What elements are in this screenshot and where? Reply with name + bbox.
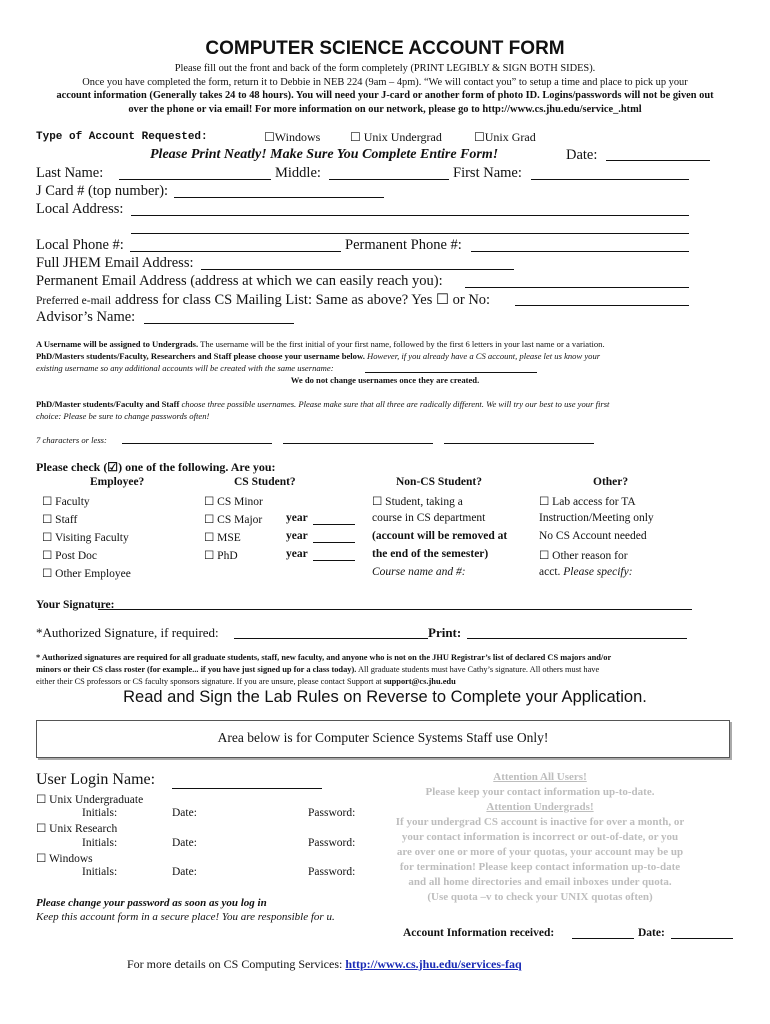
intro-line-2: Once you have completed the form, return it to Debbie in NEB 224 (9am – 4pm). “We will contact you” to setup a time and place to pick up your <box>82 76 688 88</box>
noncs-line-3: (account will be removed at <box>372 530 508 542</box>
your-signature-label: Your Signature: <box>36 599 115 611</box>
username-info-5-rest: choose three possible usernames. Please make sure that all three are radically different. We will try our best to use your first <box>181 399 610 409</box>
check-other-reason[interactable]: ☐ Other reason for <box>539 550 628 562</box>
first-name-field[interactable] <box>531 168 689 180</box>
account-type-label: Type of Account Requested: <box>36 131 208 143</box>
services-faq-link[interactable]: http://www.cs.jhu.edu/services-faq <box>345 957 522 971</box>
noncs-student-head: Non-CS Student? <box>396 476 482 488</box>
username-info-4: We do not change usernames once they are created. <box>290 375 480 385</box>
attention-block <box>370 770 710 905</box>
attention-line-6: are over one or more of your quotas, your account may be up <box>396 846 684 858</box>
local-phone-label: Local Phone #: <box>36 237 124 253</box>
username-info-5-bold: PhD/Master students/Faculty and Staff <box>36 399 180 409</box>
checkbox-windows[interactable]: ☐Windows <box>264 130 321 144</box>
staff-initials-3: Initials: <box>82 866 118 878</box>
account-received-date-field[interactable] <box>671 927 733 939</box>
advisor-field[interactable] <box>144 312 294 324</box>
signature-note-1: * Authorized signatures are required for all graduate students, staff, new faculty, and anyone who is not on the JHU Registrar’s list of declared CS majors and/or <box>36 653 612 662</box>
intro-line-1: Please fill out the front and back of the form completely (PRINT LEGIBLY & SIGN BOTH SIDES). <box>174 63 596 74</box>
checkbox-unix-undergrad[interactable]: ☐ Unix Undergrad <box>350 130 442 144</box>
intro-line-4: over the phone or via email! For more information on our network, please go to http://www.cs.jhu.edu/service_.html <box>128 103 642 115</box>
preferred-email-field[interactable] <box>515 294 689 306</box>
signature-note-2-bold: minors or their CS class roster (for example... if you have just signed up for a class today). <box>36 665 357 674</box>
attention-line-9: (Use quota –v to check your UNIX quotas often) <box>427 891 653 903</box>
check-post-doc[interactable]: ☐ Post Doc <box>42 550 98 562</box>
check-visiting-faculty[interactable]: ☐ Visiting Faculty <box>42 532 129 544</box>
staff-only-box <box>36 720 730 758</box>
preferred-email-rest: address for class CS Mailing List: Same as above? Yes ☐ or No: <box>115 292 491 308</box>
username-choice-2[interactable] <box>283 434 433 444</box>
check-cs-minor[interactable]: ☐ CS Minor <box>204 496 263 508</box>
staff-initials-2: Initials: <box>82 837 118 849</box>
other-line-2: Instruction/Meeting only <box>539 512 654 524</box>
staff-initials-1: Initials: <box>82 807 118 819</box>
jcard-label: J Card # (top number): <box>36 183 169 199</box>
account-received-field[interactable] <box>572 927 634 939</box>
username-info-1-bold: A Username will be assigned to Undergrads. <box>36 339 199 349</box>
year-label-major: year <box>286 512 308 524</box>
authorized-signature-label: *Authorized Signature, if required: <box>36 625 219 640</box>
username-info-2 <box>36 351 600 361</box>
date-label: Date: <box>566 147 598 163</box>
print-label: Print: <box>428 625 462 640</box>
middle-field[interactable] <box>329 168 449 180</box>
check-other-employee[interactable]: ☐ Other Employee <box>42 568 131 580</box>
footer <box>127 957 522 972</box>
staff-date-1: Date: <box>172 807 197 819</box>
print-neatly-notice: Please Print Neatly! Make Sure You Complete Entire Form! <box>150 147 499 162</box>
check-prompt: Please check (☑) one of the following. Are you: <box>36 460 276 474</box>
other-head: Other? <box>593 476 629 488</box>
last-name-field[interactable] <box>119 168 271 180</box>
attention-all-users: Attention All Users! <box>493 771 587 783</box>
authorized-signature-field[interactable] <box>234 627 428 639</box>
permanent-phone-field[interactable] <box>471 240 689 252</box>
staff-date-2: Date: <box>172 837 197 849</box>
other-line-3: No CS Account needed <box>539 530 647 542</box>
username-choice-3[interactable] <box>444 434 594 444</box>
check-faculty[interactable]: ☐ Faculty <box>42 496 90 508</box>
year-label-phd: year <box>286 548 308 560</box>
attention-undergrads: Attention Undergrads! <box>486 801 594 813</box>
jhem-email-field[interactable] <box>201 258 514 270</box>
lab-rules-heading: Read and Sign the Lab Rules on Reverse to Complete your Application. <box>123 688 647 706</box>
username-info-2-bold: PhD/Masters students/Faculty, Researchers and Staff please choose your username below. <box>36 351 365 361</box>
middle-label: Middle: <box>275 165 321 181</box>
preferred-email-small: Preferred e-mail <box>36 295 112 307</box>
signature-note-2 <box>36 665 599 674</box>
attention-line-7: for termination! Please keep contact information up-to-date <box>399 861 681 873</box>
staff-password-3: Password: <box>308 866 356 878</box>
check-cs-major[interactable]: ☐ CS Major <box>204 514 263 526</box>
print-field[interactable] <box>467 627 687 639</box>
signature-note-3 <box>36 677 456 686</box>
intro-text <box>30 62 740 116</box>
noncs-line-2: course in CS department <box>372 512 486 524</box>
first-name-label: First Name: <box>453 165 522 181</box>
employee-head: Employee? <box>90 476 145 488</box>
year-label-mse: year <box>286 530 308 542</box>
cs-student-head: CS Student? <box>234 476 296 488</box>
check-lab-access[interactable]: ☐ Lab access for TA <box>539 496 636 508</box>
local-address-field-1[interactable] <box>131 204 689 216</box>
permanent-phone-label: Permanent Phone #: <box>345 237 462 253</box>
attention-line-8: and all home directories and email inboxes under quota. <box>408 876 672 888</box>
preferred-email-label <box>36 291 490 309</box>
account-received-date-label: Date: <box>638 927 665 939</box>
username-info-1 <box>36 339 605 349</box>
signature-note-2-rest: All graduate students must have Cathy’s signature. All others must have <box>357 665 600 674</box>
permanent-email-field[interactable] <box>465 276 689 288</box>
date-field[interactable] <box>606 149 710 161</box>
staff-unix-research[interactable]: ☐ Unix Research <box>36 823 118 835</box>
other-specify <box>539 566 633 578</box>
attention-line-2: Please keep your contact information up-to-date. <box>425 786 655 798</box>
year-field-phd[interactable] <box>313 549 355 561</box>
check-staff[interactable]: ☐ Staff <box>42 514 78 526</box>
seven-chars-label: 7 characters or less: <box>36 435 107 445</box>
local-address-label: Local Address: <box>36 201 124 217</box>
keep-secure-note: Keep this account form in a secure place! You are responsible for u. <box>36 911 335 923</box>
change-password-note: Please change your password as soon as you log in <box>36 897 267 909</box>
staff-password-2: Password: <box>308 837 356 849</box>
local-address-field-2[interactable] <box>131 222 689 234</box>
check-phd[interactable]: ☐ PhD <box>204 550 238 562</box>
checkbox-unix-grad[interactable]: ☐Unix Grad <box>474 130 536 144</box>
username-info-1-rest: The username will be the first initial of your first name, followed by the first 6 letters in your last name or a variation. <box>200 339 605 349</box>
year-field-major[interactable] <box>313 513 355 525</box>
staff-date-3: Date: <box>172 866 197 878</box>
jcard-field[interactable] <box>174 186 384 198</box>
staff-only-text: Area below is for Computer Science Systems Staff use Only! <box>217 730 549 745</box>
user-login-field[interactable] <box>172 776 322 789</box>
local-phone-field[interactable] <box>130 240 341 252</box>
noncs-line-4: the end of the semester) <box>372 548 489 560</box>
intro-line-3: account information (Generally takes 24 to 48 hours). You will need your J-card or another form of photo ID. Logins/passwords will not be given out <box>56 90 714 101</box>
user-login-label: User Login Name: <box>36 771 156 788</box>
check-noncs-student[interactable]: ☐ Student, taking a <box>372 496 463 508</box>
existing-username-field[interactable] <box>365 363 537 373</box>
username-info-2-rest: However, if you already have a CS account, please let us know your <box>367 351 601 361</box>
username-info-6: choice: Please be sure to change passwords often! <box>36 411 210 421</box>
other-specify-b: Please specify: <box>563 566 633 578</box>
your-signature-field[interactable] <box>98 598 692 610</box>
jhem-email-label: Full JHEM Email Address: <box>36 255 194 271</box>
other-specify-a: acct. <box>539 566 561 578</box>
signature-note-3-text: either their CS professors or CS faculty sponsors signature. If you are unsure, please contact Support at <box>36 677 382 686</box>
year-field-mse[interactable] <box>313 531 355 543</box>
advisor-label: Advisor’s Name: <box>36 309 136 325</box>
staff-unix-undergrad[interactable]: ☐ Unix Undergraduate <box>36 794 144 806</box>
last-name-label: Last Name: <box>36 165 104 181</box>
attention-line-4: If your undergrad CS account is inactive for over a month, or <box>395 816 685 828</box>
staff-windows[interactable]: ☐ Windows <box>36 853 93 865</box>
account-received-label: Account Information received: <box>403 927 555 939</box>
username-choice-1[interactable] <box>122 434 272 444</box>
footer-text: For more details on CS Computing Services: <box>127 957 343 971</box>
check-mse[interactable]: ☐ MSE <box>204 532 241 544</box>
course-name-label: Course name and #: <box>372 566 466 578</box>
attention-line-5: your contact information is incorrect or out-of-date, or you <box>401 831 679 843</box>
support-email[interactable]: support@cs.jhu.edu <box>383 677 456 686</box>
username-info-3: existing username so any additional accounts will be created with the same username: <box>36 363 334 373</box>
username-info-5 <box>36 399 609 409</box>
form-title: COMPUTER SCIENCE ACCOUNT FORM <box>205 38 565 59</box>
staff-password-1: Password: <box>308 807 356 819</box>
permanent-email-label: Permanent Email Address (address at which we can easily reach you): <box>36 273 443 289</box>
